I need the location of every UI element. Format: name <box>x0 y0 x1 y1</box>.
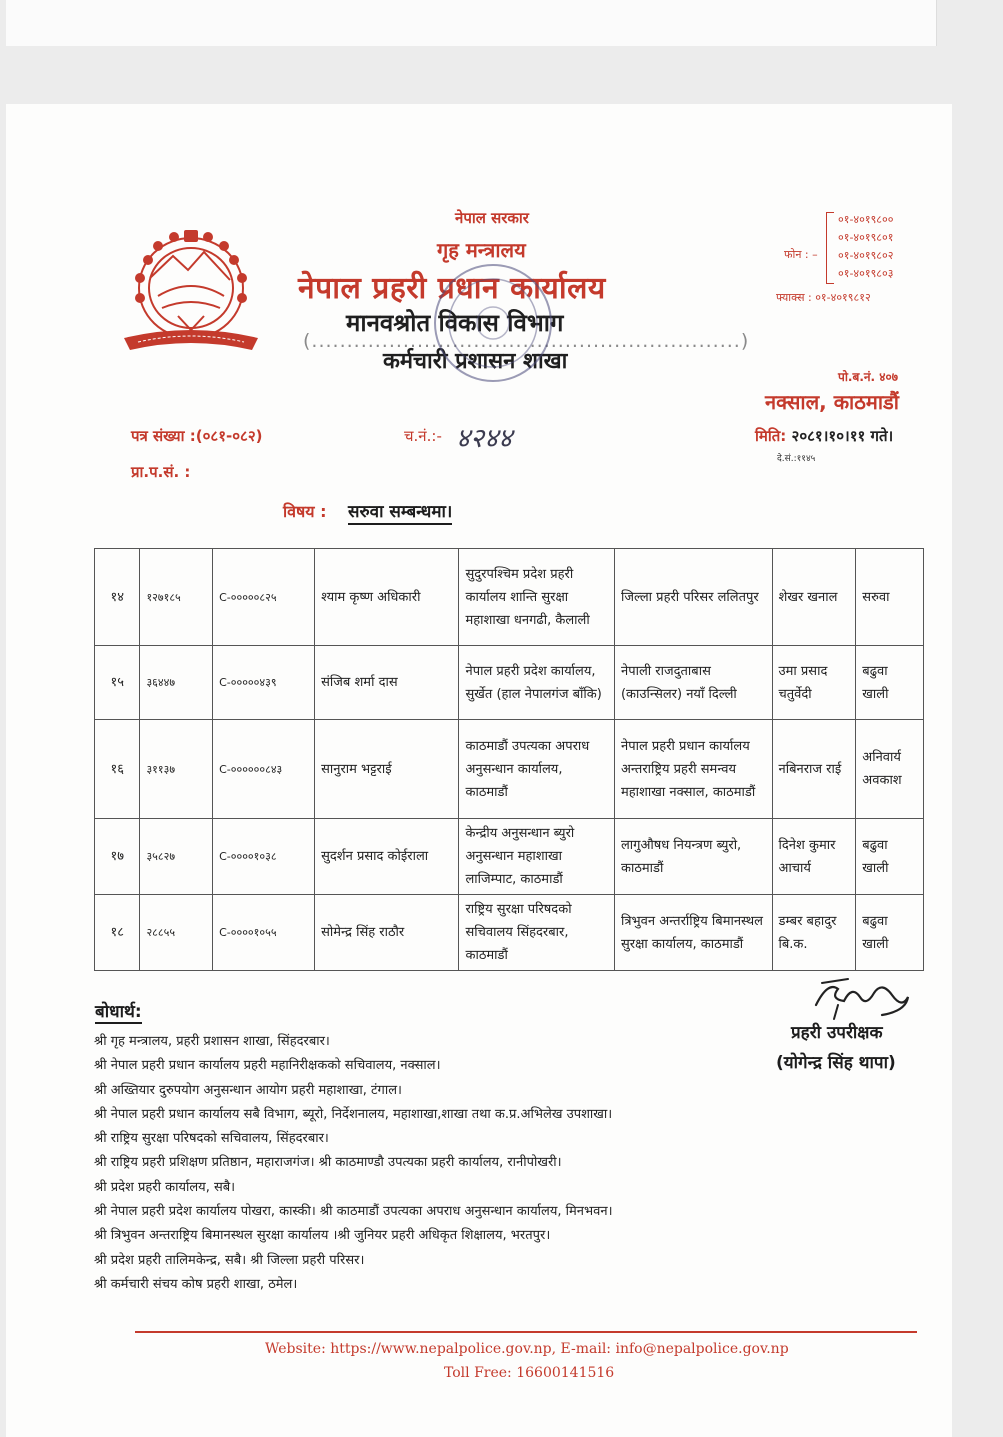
transfer-table <box>94 548 924 971</box>
cc-item: श्री अख्तियार दुरुपयोग अनुसन्धान आयोग प्रहरी महाशाखा, टंगाल। <box>94 1082 402 1098</box>
replacement-officer: उमा प्रसाद चतुर्वेदी <box>772 646 856 720</box>
current-office: सुदुरपश्चिम प्रदेश प्रहरी कार्यालय शान्ति सुरक्षा महाशाखा धनगढी, कैलाली <box>459 549 615 646</box>
cc-item: श्री गृह मन्त्रालय, प्रहरी प्रशासन शाखा, सिंहदरबार। <box>94 1034 330 1049</box>
remarks: बढुवा खाली <box>856 895 924 971</box>
dispatch-number-label: च.नं.:- <box>404 427 442 445</box>
replacement-officer: डम्बर बहादुर बि.क. <box>772 895 856 971</box>
phone-label: फोन : – <box>784 248 818 261</box>
branch-title: कर्मचारी प्रशासन शाखा <box>383 349 568 374</box>
table-row <box>95 646 924 720</box>
serial-number: १७ <box>95 819 140 895</box>
phone-number: ०१-४०१९८०१ <box>838 231 894 244</box>
replacement-officer: दिनेश कुमार आचार्य <box>772 819 856 895</box>
cc-item: श्री कर्मचारी संचय कोष प्रहरी शाखा, ठमेल। <box>94 1276 298 1292</box>
employee-code: C-०००००४३९ <box>213 646 315 720</box>
officer-name: सानुराम भट्टराई <box>315 720 459 819</box>
current-office: राष्ट्रिय सुरक्षा परिषदको सचिवालय सिंहदरबार, काठमाडौं <box>459 895 615 971</box>
table-row <box>95 895 924 971</box>
table-row <box>95 720 924 819</box>
employee-code: C-००००१०३८ <box>213 819 315 895</box>
police-id: २८८५५ <box>140 895 213 971</box>
subject-text: सरुवा सम्बन्धमा। <box>348 499 452 525</box>
serial-number: १६ <box>95 720 140 819</box>
serial-number: १८ <box>95 895 140 971</box>
phone-number: ०१-४०१९८०२ <box>838 249 894 262</box>
handwritten-signature-icon <box>808 975 916 1023</box>
date-label: मिति: <box>755 427 787 445</box>
letter-date <box>755 426 893 446</box>
ministry-label: गृह मन्त्रालय <box>437 238 526 262</box>
transfer-office: नेपाल प्रहरी प्रधान कार्यालय अन्तराष्ट्रिय प्रहरी समन्वय महाशाखा नक्साल, काठमाडौं <box>614 720 772 819</box>
employee-code: C-००००००८४३ <box>213 720 315 819</box>
transfer-office: नेपाली राजदुताबास (काउन्सिलर) नयाँ दिल्ली <box>614 646 772 720</box>
officer-name: सोमेन्द्र सिंह राठौर <box>315 895 459 971</box>
officer-name: श्याम कृष्ण अधिकारी <box>315 549 459 646</box>
cc-item: श्री त्रिभुवन अन्तराष्ट्रिय बिमानस्थल सुरक्षा कार्यालय ।श्री जुनियर प्रहरी अधिकृत शिक्षालय, भरतपुर। <box>94 1228 551 1244</box>
current-office: नेपाल प्रहरी प्रदेश कार्यालय, सुर्खेत (हाल नेपालगंज बाँकि) <box>459 646 615 720</box>
cc-item: श्री नेपाल प्रहरी प्रधान कार्यालय सबै विभाग, ब्यूरो, निर्देशनालय, महाशाखा,शाखा तथा क.प्र.अभिलेख उपशाखा। <box>94 1106 613 1122</box>
footer-contact: Website: https://www.nepalpolice.gov.np, E-mail: info@nepalpolice.gov.np <box>265 1341 789 1357</box>
remarks: सरुवा <box>856 549 924 646</box>
phone-number: ०१-४०१९८०० <box>838 213 894 226</box>
employee-code: C-००००१०५५ <box>213 895 315 971</box>
serial-number: १४ <box>95 549 140 646</box>
registration-number: दे.सं.:११४५ <box>777 454 816 464</box>
officer-name: संजिब शर्मा दास <box>315 646 459 720</box>
serial-number: १५ <box>95 646 140 720</box>
cc-item: श्री राष्ट्रिय सुरक्षा परिषदको सचिवालय, सिंहदरबार। <box>94 1131 329 1147</box>
police-id: ३११३७ <box>140 720 213 819</box>
remarks: अनिवार्य अवकाश <box>856 720 924 819</box>
office-round-stamp-icon <box>428 258 558 388</box>
department-dotted-line: (.............................................................) <box>303 330 750 352</box>
employee-code: C-०००००८२५ <box>213 549 315 646</box>
police-id: ३६४४७ <box>140 646 213 720</box>
phone-list <box>838 211 893 283</box>
table-row <box>95 549 924 646</box>
current-office: काठमाडौं उपत्यका अपराध अनुसन्धान कार्यालय, काठमाडौं <box>459 720 615 819</box>
phone-bracket <box>826 212 834 284</box>
po-box: पो.ब.नं. ४०७ <box>838 370 899 384</box>
date-value: २०८१।१०।११ गते। <box>791 427 894 445</box>
footer-rule <box>135 1331 917 1333</box>
signatory-title: प्रहरी उपरीक्षक <box>791 1023 883 1043</box>
remarks: बढुवा खाली <box>856 646 924 720</box>
office-location: नक्साल, काठमाडौं <box>765 390 899 414</box>
cc-item: श्री राष्ट्रिय प्रहरी प्रशिक्षण प्रतिष्ठान, महाराजगंज। श्री काठमाण्डौ उपत्यका प्रहरी कार्यालय, रानीपोखरी। <box>94 1155 562 1171</box>
subject-label: विषय : <box>283 502 327 521</box>
cc-title: बोधार्थ: <box>95 999 142 1024</box>
fax-number: फ्याक्स : ०१-४०१९८१२ <box>776 291 871 304</box>
replacement-officer: नबिनराज राई <box>772 720 856 819</box>
phone-number: ०१-४०१९८०३ <box>838 267 894 280</box>
department-title: मानवश्रोत विकास विभाग <box>346 309 564 337</box>
government-label: नेपाल सरकार <box>455 209 529 227</box>
cc-item: श्री नेपाल प्रहरी प्रदेश कार्यालय पोखरा, कास्की। श्री काठमाडौं उपत्यका अपराध अनुसन्धान कार्यालय, मिनभवन। <box>94 1204 613 1220</box>
police-id: ३५८२७ <box>140 819 213 895</box>
current-office: केन्द्रीय अनुसन्धान ब्युरो अनुसन्धान महाशाखा लाजिम्पाट, काठमाडौं <box>459 819 615 895</box>
footer-toll-free: Toll Free: 16600141516 <box>444 1365 615 1381</box>
transfer-office: त्रिभुवन अन्तर्राष्ट्रिय बिमानस्थल सुरक्षा कार्यालय, काठमाडौं <box>614 895 772 971</box>
cc-item: श्री प्रदेश प्रहरी कार्यालय, सबै। <box>94 1179 236 1195</box>
cc-item: श्री प्रदेश प्रहरी तालिमकेन्द्र, सबै। श्री जिल्ला प्रहरी परिसर। <box>94 1252 365 1268</box>
signatory-name: (योगेन्द्र सिंह थापा) <box>776 1053 896 1073</box>
prapasa-label: प्रा.प.सं. : <box>131 463 191 481</box>
previous-page-fragment <box>6 0 937 46</box>
transfer-office: लागुऔषध नियन्त्रण ब्युरो, काठमाडौं <box>614 819 772 895</box>
cc-item: श्री नेपाल प्रहरी प्रधान कार्यालय प्रहरी महानिरीक्षकको सचिवालय, नक्साल। <box>94 1058 441 1074</box>
cc-list <box>94 1030 613 1297</box>
office-title: नेपाल प्रहरी प्रधान कार्यालय <box>298 271 606 306</box>
page-gap <box>0 46 1003 104</box>
reference-number: पत्र संख्या :(०८१-०८२) <box>131 427 263 445</box>
replacement-officer: शेखर खनाल <box>772 549 856 646</box>
transfer-office: जिल्ला प्रहरी परिसर ललितपुर <box>614 549 772 646</box>
dispatch-number: ४२४४ <box>456 423 513 454</box>
nepal-government-emblem-icon <box>118 226 264 358</box>
police-id: १२७१८५ <box>140 549 213 646</box>
remarks: बढुवा खाली <box>856 819 924 895</box>
table-row <box>95 819 924 895</box>
officer-name: सुदर्शन प्रसाद कोईराला <box>315 819 459 895</box>
